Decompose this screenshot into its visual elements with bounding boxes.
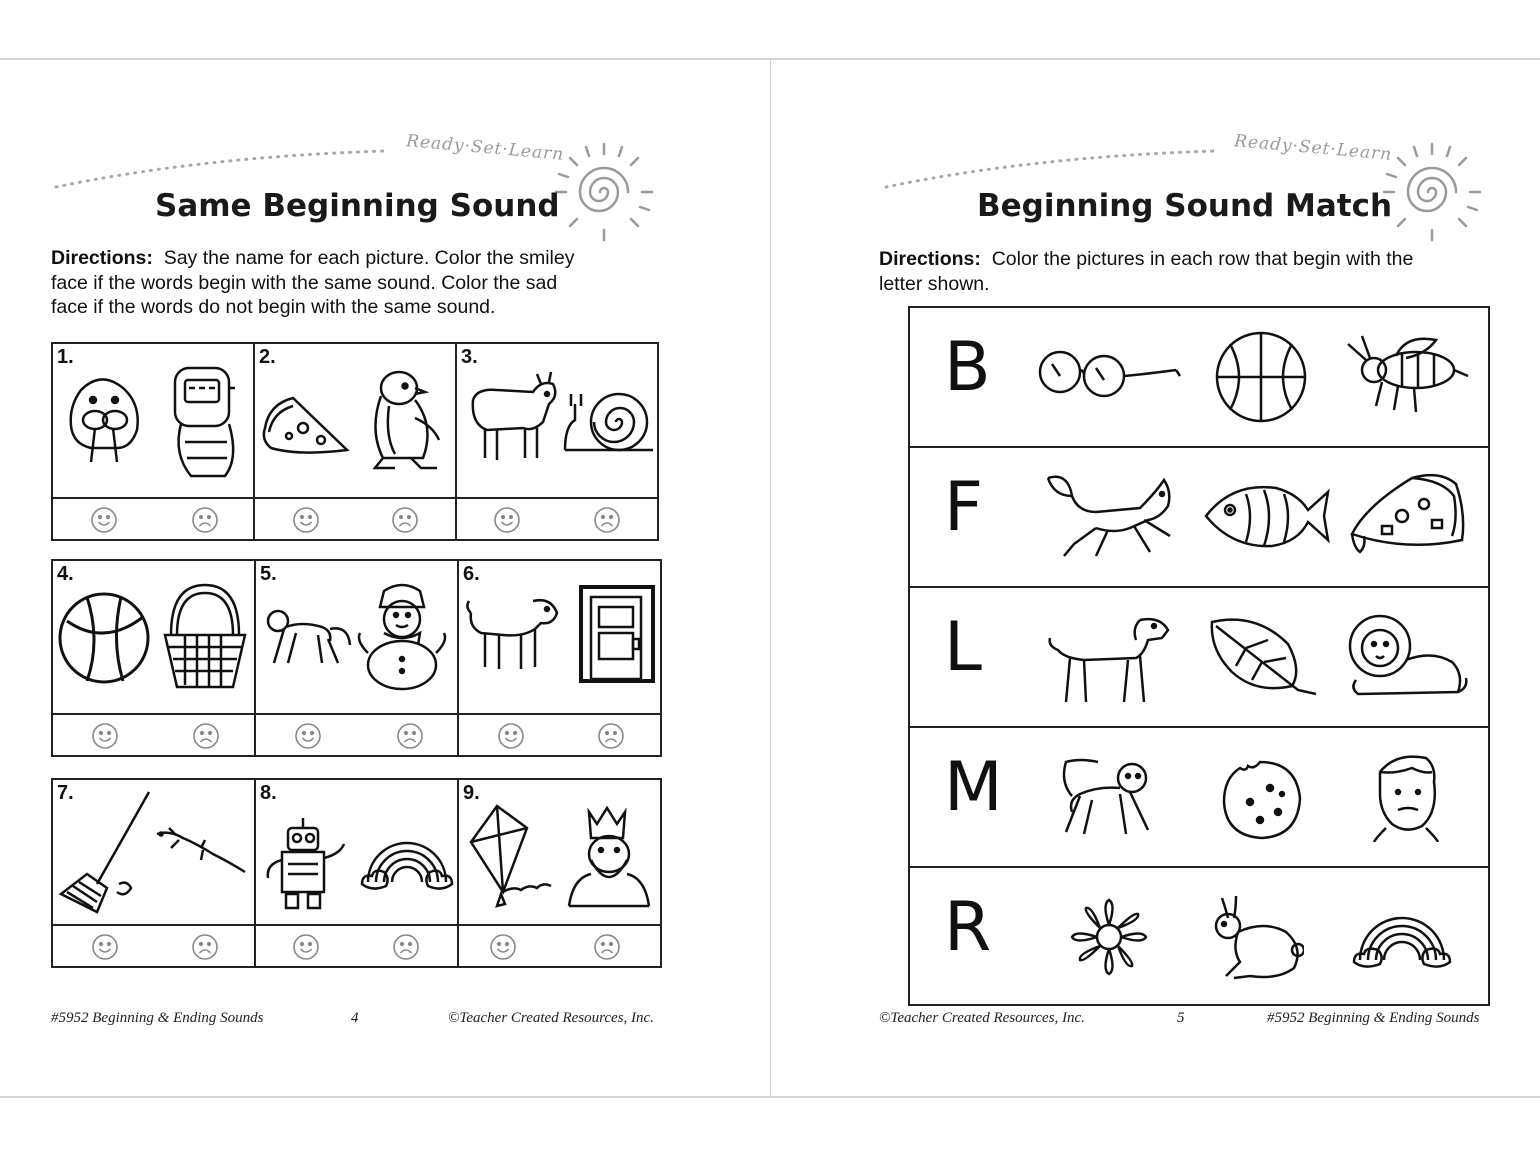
exercise-item-7 [53, 780, 256, 966]
exercise-item-6 [459, 561, 660, 755]
row-letter: M [944, 748, 1003, 827]
sad-face-icon[interactable] [593, 506, 621, 534]
sad-face-icon[interactable] [597, 722, 625, 750]
dog-icon[interactable] [1044, 610, 1174, 708]
smiley-face-icon[interactable] [90, 506, 118, 534]
answer-faces [256, 924, 457, 966]
item-number: 5. [260, 563, 277, 585]
smiley-face-icon[interactable] [294, 722, 322, 750]
brand-logo-text: Ready·Set·Learn [1233, 131, 1393, 165]
left-page [0, 60, 770, 1096]
exercise-row-1 [51, 342, 659, 541]
smiley-face-icon[interactable] [91, 933, 119, 961]
kite-icon[interactable] [463, 802, 559, 912]
snail-icon[interactable] [561, 386, 655, 456]
footer-book-title: #5952 Beginning & Ending Sounds [1267, 1010, 1480, 1026]
pizza-icon[interactable] [1346, 470, 1468, 562]
item-number: 4. [57, 563, 74, 585]
exercise-item-2 [255, 344, 457, 539]
sad-face-icon[interactable] [391, 506, 419, 534]
page-title: Same Beginning Sound [155, 188, 560, 224]
flower-icon[interactable] [1068, 896, 1150, 978]
king-icon[interactable] [563, 802, 655, 912]
monkey-icon[interactable] [262, 605, 354, 669]
snowman-icon[interactable] [354, 581, 452, 693]
directions-text [51, 246, 691, 320]
smiley-face-icon[interactable] [91, 722, 119, 750]
row-letter: R [944, 888, 992, 967]
sad-face-icon[interactable] [392, 933, 420, 961]
lion-icon[interactable] [1346, 608, 1470, 704]
match-row-f [910, 448, 1488, 588]
answer-faces [457, 497, 657, 539]
rake-icon[interactable] [57, 788, 153, 916]
dog-icon[interactable] [463, 593, 561, 673]
directions-line-2: face if the words begin with the same sound. Color the sad [51, 271, 558, 294]
exercise-row-3 [51, 778, 662, 968]
answer-faces [53, 713, 254, 755]
rabbit-icon[interactable] [1204, 892, 1304, 986]
right-page [770, 60, 1540, 1096]
smiley-face-icon[interactable] [489, 933, 517, 961]
item-number: 9. [463, 782, 480, 804]
leaf-icon[interactable] [1206, 614, 1320, 700]
footer-copyright: ©Teacher Created Resources, Inc. [448, 1010, 654, 1026]
match-row-m [910, 728, 1488, 868]
sun-swirl-icon [552, 140, 656, 244]
footer-page-number: 5 [1177, 1010, 1185, 1026]
match-row-b [910, 308, 1488, 448]
spread-bottom-edge [0, 1096, 1540, 1098]
smiley-face-icon[interactable] [497, 722, 525, 750]
basketball-icon[interactable] [1214, 330, 1308, 424]
item-number: 3. [461, 346, 478, 368]
item-number: 7. [57, 782, 74, 804]
exercise-row-2 [51, 559, 662, 757]
answer-faces [256, 713, 457, 755]
watch-icon[interactable] [161, 358, 245, 482]
footer-page-number: 4 [351, 1010, 359, 1026]
robot-icon[interactable] [260, 814, 352, 914]
pizza-icon[interactable] [259, 388, 351, 458]
rainbow-icon[interactable] [1352, 902, 1452, 972]
exercise-item-8 [256, 780, 459, 966]
directions-line-3: face if the words do not begin with the same sound. [51, 296, 496, 318]
directions-line-2: letter shown. [879, 272, 990, 295]
answer-faces [255, 497, 455, 539]
sad-face-icon[interactable] [396, 722, 424, 750]
smiley-face-icon[interactable] [493, 506, 521, 534]
match-row-l [910, 588, 1488, 728]
basket-icon[interactable] [161, 581, 249, 691]
walrus-icon[interactable] [61, 370, 147, 470]
item-number: 1. [57, 346, 74, 368]
smiley-face-icon[interactable] [292, 933, 320, 961]
item-number: 6. [463, 563, 480, 585]
exercise-item-1 [53, 344, 255, 539]
item-number: 2. [259, 346, 276, 368]
directions-label: Directions: [51, 247, 153, 269]
footer-copyright: ©Teacher Created Resources, Inc. [879, 1010, 1085, 1026]
rainbow-icon[interactable] [360, 826, 454, 892]
item-number: 8. [260, 782, 277, 804]
smiley-face-icon[interactable] [292, 506, 320, 534]
man-icon[interactable] [1366, 752, 1446, 842]
sad-face-icon[interactable] [593, 933, 621, 961]
directions-text [879, 247, 1509, 296]
exercise-item-5 [256, 561, 459, 755]
answer-faces [53, 497, 253, 539]
answer-faces [459, 924, 660, 966]
directions-line-1: Say the name for each picture. Color the smiley [163, 247, 575, 269]
match-row-r [910, 868, 1488, 1008]
directions-label: Directions: [879, 248, 981, 270]
monkey-icon[interactable] [1058, 756, 1158, 838]
sad-face-icon[interactable] [191, 933, 219, 961]
door-icon[interactable] [577, 583, 657, 683]
row-letter: B [944, 328, 991, 407]
answer-faces [459, 713, 660, 755]
letter-match-table [908, 306, 1490, 1006]
brand-logo-text: Ready·Set·Learn [405, 131, 565, 165]
row-letter: F [944, 468, 984, 547]
lizard-icon[interactable] [153, 826, 249, 876]
fox-icon[interactable] [1044, 472, 1176, 564]
bee-icon[interactable] [1342, 330, 1470, 416]
sad-face-icon[interactable] [191, 506, 219, 534]
footer-book-title: #5952 Beginning & Ending Sounds [51, 1010, 264, 1026]
answer-faces [53, 924, 254, 966]
cookie-icon[interactable] [1220, 758, 1304, 842]
directions-line-1: Color the pictures in each row that begin with the [991, 248, 1414, 270]
goat-icon[interactable] [463, 370, 561, 466]
row-letter: L [944, 608, 982, 687]
exercise-item-9 [459, 780, 660, 966]
exercise-item-4 [53, 561, 256, 755]
sun-swirl-icon [1380, 140, 1484, 244]
page-title: Beginning Sound Match [977, 188, 1393, 224]
ball-icon[interactable] [57, 591, 151, 685]
sad-face-icon[interactable] [192, 722, 220, 750]
fish-icon[interactable] [1202, 476, 1332, 556]
glasses-icon[interactable] [1036, 348, 1182, 404]
exercise-item-3 [457, 344, 657, 539]
penguin-icon[interactable] [359, 366, 443, 476]
